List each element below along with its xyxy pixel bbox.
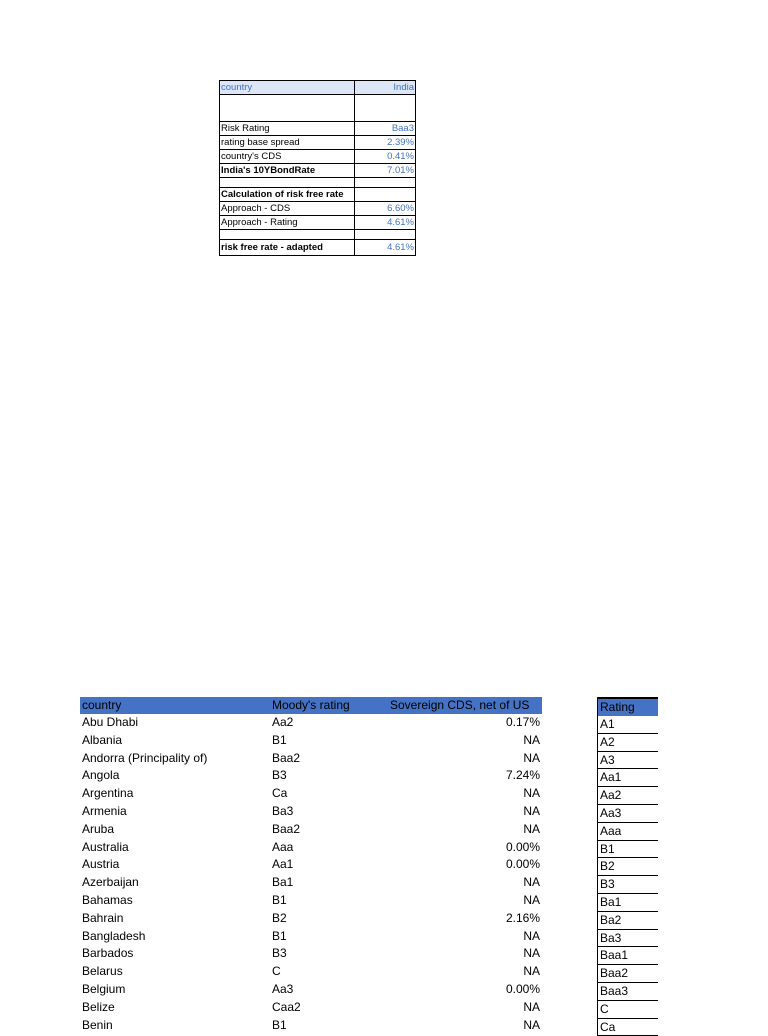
table-row <box>80 945 542 963</box>
moodys-rating-cell[interactable]: Aa2 <box>272 715 294 729</box>
sovereign-cds-cell[interactable]: NA <box>523 821 540 836</box>
moodys-rating-cell[interactable]: Ba3 <box>272 803 294 818</box>
rating-cell[interactable]: Ba1 <box>598 893 659 911</box>
rating-cell[interactable]: Ca <box>598 1018 659 1036</box>
cds-value[interactable]: 0.41% <box>355 150 416 164</box>
list-item <box>598 804 659 822</box>
moodys-rating-cell[interactable]: B2 <box>272 910 287 925</box>
moodys-rating-cell[interactable]: B3 <box>272 768 287 783</box>
rating-cell[interactable]: Aa2 <box>598 787 659 805</box>
country-cell[interactable]: Barbados <box>82 946 134 961</box>
country-cell[interactable]: Australia <box>82 839 129 854</box>
empty-cell[interactable] <box>355 188 416 202</box>
approach-cds-value[interactable]: 6.60% <box>355 202 416 216</box>
sovereign-cds-cell[interactable]: 0.00% <box>505 839 540 854</box>
moodys-rating-cell[interactable]: Aaa <box>272 839 294 854</box>
rating-cell[interactable]: Ba2 <box>598 911 659 929</box>
cds-label[interactable]: country's CDS <box>220 150 355 164</box>
list-item <box>598 1018 659 1036</box>
summary-row-risk-rating <box>220 122 416 136</box>
sovereign-cds-cell[interactable]: NA <box>523 946 540 961</box>
column-header-sovereign-cds[interactable]: Sovereign CDS, net of US <box>388 697 542 714</box>
rating-cell[interactable]: A1 <box>598 716 659 733</box>
country-cell[interactable]: Benin <box>82 1017 113 1032</box>
table-row <box>80 767 542 785</box>
country-cell[interactable]: Albania <box>82 732 123 747</box>
moodys-rating-cell[interactable]: B1 <box>272 732 287 747</box>
empty-cell[interactable] <box>220 230 355 240</box>
summary-empty-row <box>220 95 416 122</box>
bond-rate-label[interactable]: India's 10YBondRate <box>220 164 355 178</box>
sovereign-cds-cell[interactable]: NA <box>523 732 540 747</box>
country-cell[interactable]: Bahamas <box>82 892 133 907</box>
summary-row-adapted <box>220 240 416 256</box>
empty-cell[interactable] <box>220 178 355 188</box>
empty-cell[interactable] <box>355 178 416 188</box>
country-cell[interactable]: Armenia <box>82 803 127 818</box>
rating-cell[interactable]: Aa3 <box>598 804 659 822</box>
table-row <box>80 856 542 874</box>
country-cell[interactable]: Andorra (Principality of) <box>82 750 208 765</box>
sovereign-cds-cell[interactable]: NA <box>523 786 540 801</box>
rating-cell[interactable]: Baa2 <box>598 965 659 983</box>
moodys-rating-cell[interactable]: Ca <box>272 786 288 801</box>
moodys-rating-cell[interactable]: Aa1 <box>272 857 294 872</box>
country-table-header-row <box>80 697 542 714</box>
column-header-moodys-rating[interactable]: Moody's rating <box>270 697 388 714</box>
sovereign-cds-cell[interactable]: NA <box>523 892 540 907</box>
empty-cell[interactable] <box>220 95 355 122</box>
rating-cell[interactable]: Baa3 <box>598 982 659 1000</box>
summary-header-country[interactable]: India <box>355 81 416 95</box>
table-row <box>80 963 542 981</box>
column-header-rating[interactable]: Rating <box>598 698 659 716</box>
country-cell[interactable]: Bangladesh <box>82 928 146 943</box>
column-header-country[interactable]: country <box>80 697 270 714</box>
country-table-body <box>80 714 542 1034</box>
rating-cell[interactable]: C <box>598 1000 659 1018</box>
list-item <box>598 787 659 805</box>
moodys-rating-cell[interactable]: B3 <box>272 946 287 961</box>
empty-cell[interactable] <box>355 230 416 240</box>
base-spread-value[interactable]: 2.39% <box>355 136 416 150</box>
sovereign-cds-cell[interactable]: NA <box>523 803 540 818</box>
list-item <box>598 840 659 858</box>
moodys-rating-cell[interactable]: B1 <box>272 928 287 943</box>
summary-row-bond-rate <box>220 164 416 178</box>
approach-rating-label[interactable]: Approach - Rating <box>220 216 355 230</box>
bond-rate-value[interactable]: 7.01% <box>355 164 416 178</box>
moodys-rating-cell[interactable]: Baa2 <box>272 750 301 765</box>
summary-row-approach-rating <box>220 216 416 230</box>
adapted-rate-value[interactable]: 4.61% <box>355 240 416 256</box>
rating-cell[interactable]: Baa1 <box>598 947 659 965</box>
table-row <box>80 981 542 999</box>
table-row <box>80 785 542 803</box>
rating-cell[interactable]: Aa1 <box>598 769 659 787</box>
summary-blank-row <box>220 230 416 240</box>
moodys-rating-cell[interactable]: Caa2 <box>272 999 301 1014</box>
country-ratings-table <box>80 697 542 1034</box>
list-item <box>598 858 659 876</box>
sovereign-cds-cell[interactable]: NA <box>523 928 540 943</box>
country-cell[interactable]: Angola <box>82 768 120 783</box>
list-item <box>598 911 659 929</box>
base-spread-label[interactable]: rating base spread <box>220 136 355 150</box>
list-item <box>598 1000 659 1018</box>
approach-cds-label[interactable]: Approach - CDS <box>220 202 355 216</box>
country-cell[interactable]: Aruba <box>82 821 115 836</box>
list-item <box>598 965 659 983</box>
country-cell[interactable]: Austria <box>82 857 120 872</box>
sovereign-cds-cell[interactable]: NA <box>523 1017 540 1032</box>
list-item <box>598 929 659 947</box>
country-cell[interactable]: Belgium <box>82 981 126 996</box>
sovereign-cds-cell[interactable]: NA <box>523 964 540 979</box>
moodys-rating-cell[interactable]: Baa2 <box>272 821 301 836</box>
moodys-rating-cell[interactable]: B1 <box>272 1017 287 1032</box>
sovereign-cds-cell[interactable]: NA <box>523 875 540 890</box>
table-row <box>80 910 542 928</box>
summary-row-base-spread <box>220 136 416 150</box>
country-cell[interactable]: Argentina <box>82 786 134 801</box>
table-row <box>80 732 542 750</box>
adapted-rate-label[interactable]: risk free rate - adapted <box>220 240 355 256</box>
rating-cell[interactable]: A2 <box>598 733 659 751</box>
risk-rating-value[interactable]: Baa3 <box>355 122 416 136</box>
country-cell[interactable]: Belarus <box>82 964 123 979</box>
table-row <box>80 821 542 839</box>
rating-list-table <box>597 697 658 1036</box>
rating-cell[interactable]: Aaa <box>598 822 659 840</box>
table-row <box>80 874 542 892</box>
sovereign-cds-cell[interactable]: NA <box>523 999 540 1014</box>
list-item <box>598 822 659 840</box>
summary-row-cds <box>220 150 416 164</box>
rating-list-body <box>598 716 659 1036</box>
sovereign-cds-cell[interactable]: 0.00% <box>505 981 540 996</box>
risk-free-rate-summary-table <box>219 80 416 256</box>
rating-cell[interactable]: B1 <box>598 840 659 858</box>
calc-title-label[interactable]: Calculation of risk free rate <box>220 188 355 202</box>
country-cell[interactable]: Abu Dhabi <box>82 715 139 729</box>
rating-header-row <box>598 698 659 716</box>
sovereign-cds-cell[interactable]: 7.24% <box>505 768 540 783</box>
summary-blank-row <box>220 178 416 188</box>
list-item <box>598 947 659 965</box>
table-row <box>80 750 542 768</box>
summary-header-row <box>220 81 416 95</box>
table-row <box>80 1017 542 1035</box>
summary-row-approach-cds <box>220 202 416 216</box>
country-cell[interactable]: Belize <box>82 999 115 1014</box>
list-item <box>598 716 659 733</box>
moodys-rating-cell[interactable]: Aa3 <box>272 981 294 996</box>
list-item <box>598 751 659 769</box>
rating-cell[interactable]: A3 <box>598 751 659 769</box>
rating-cell[interactable]: B3 <box>598 876 659 894</box>
country-cell[interactable]: Bahrain <box>82 910 124 925</box>
sovereign-cds-cell[interactable]: 0.00% <box>505 857 540 872</box>
list-item <box>598 733 659 751</box>
country-cell[interactable]: Azerbaijan <box>82 875 139 890</box>
empty-cell[interactable] <box>355 95 416 122</box>
list-item <box>598 769 659 787</box>
moodys-rating-cell[interactable]: C <box>272 964 281 979</box>
list-item <box>598 982 659 1000</box>
sovereign-cds-cell[interactable]: 2.16% <box>505 910 540 925</box>
approach-rating-value[interactable]: 4.61% <box>355 216 416 230</box>
summary-header-label[interactable]: country <box>220 81 355 95</box>
moodys-rating-cell[interactable]: Ba1 <box>272 875 294 890</box>
table-row <box>80 803 542 821</box>
table-row <box>80 999 542 1017</box>
list-item <box>598 893 659 911</box>
summary-row-calc-title <box>220 188 416 202</box>
rating-cell[interactable]: B2 <box>598 858 659 876</box>
table-row <box>80 892 542 910</box>
table-row <box>80 928 542 946</box>
rating-cell[interactable]: Ba3 <box>598 929 659 947</box>
list-item <box>598 876 659 894</box>
sovereign-cds-cell[interactable]: 0.17% <box>505 715 540 729</box>
risk-rating-label[interactable]: Risk Rating <box>220 122 355 136</box>
table-row <box>80 714 542 732</box>
table-row <box>80 839 542 857</box>
sovereign-cds-cell[interactable]: NA <box>523 750 540 765</box>
moodys-rating-cell[interactable]: B1 <box>272 892 287 907</box>
